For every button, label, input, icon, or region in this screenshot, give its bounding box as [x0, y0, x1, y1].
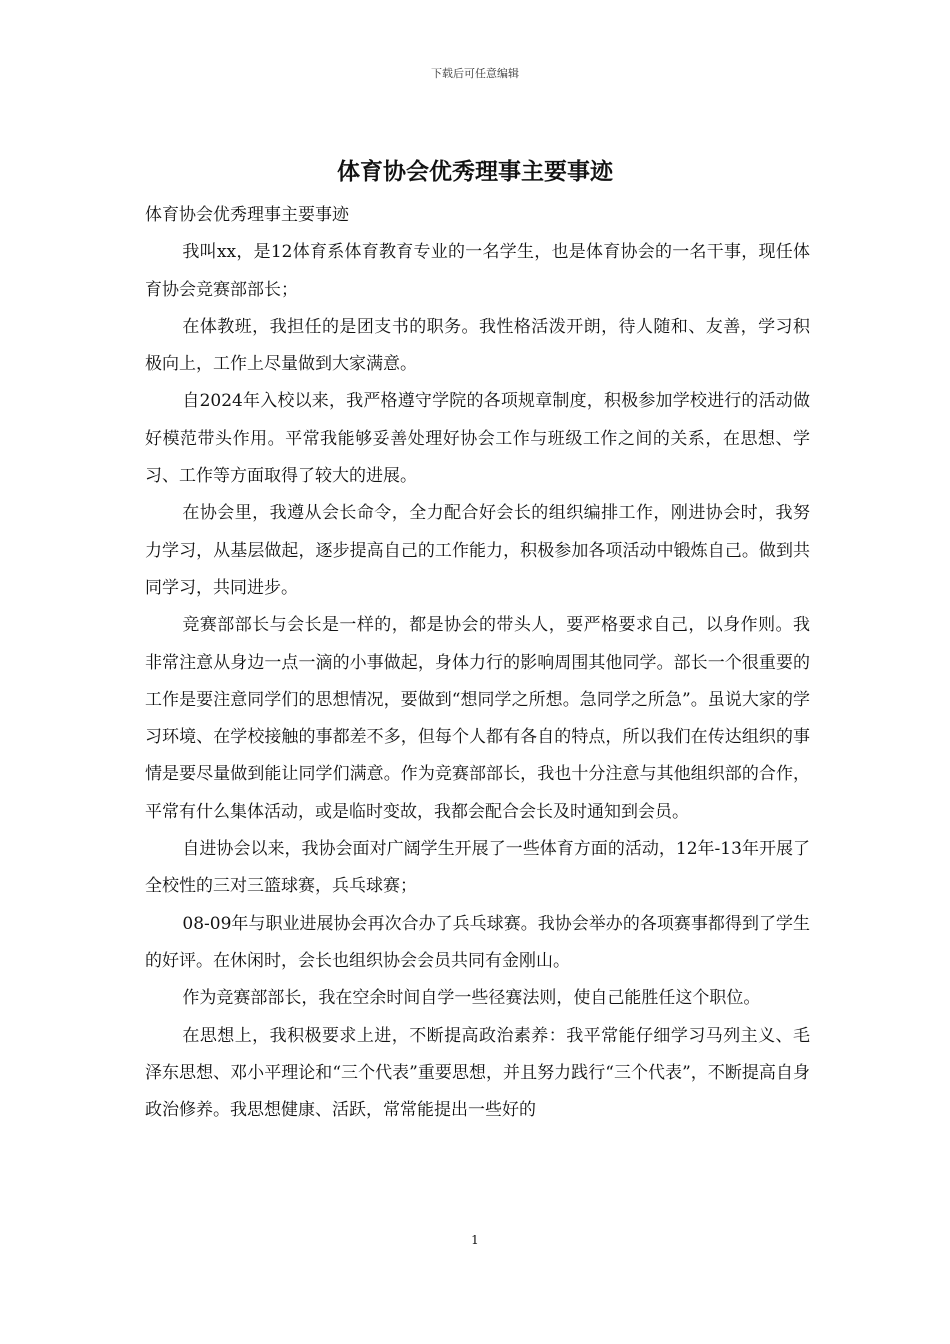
page-header: 下载后可任意编辑 — [431, 67, 519, 80]
paragraph: 在思想上，我积极要求上进，不断提高政治素养：我平常能仔细学习马列主义、毛泽东思想、邓小平理论和“三个代表”重要思想，并且努力践行“三个代表”，不断提高自身政治修养。我思想健康、活跃，常常能提出一些好的 — [145, 1025, 810, 1121]
document-body — [145, 197, 810, 1129]
paragraph: 自进协会以来，我协会面对广阔学生开展了一些体育方面的活动，12年-13年开展了全校性的三对三篮球赛，兵乓球赛； — [145, 839, 810, 897]
paragraph: 自2024年入校以来，我严格遵守学院的各项规章制度，积极参加学校进行的活动做好模范带头作用。平常我能够妥善处理好协会工作与班级工作之间的关系，在思想、学习、工作等方面取得了较大的进展。 — [145, 391, 810, 487]
document-title: 体育协会优秀理事主要事迹 — [337, 158, 613, 185]
paragraph: 我叫xx，是12体育系体育教育专业的一名学生，也是体育协会的一名干事，现任体育协会竞赛部部长； — [145, 242, 810, 300]
paragraph: 竞赛部部长与会长是一样的，都是协会的带头人，要严格要求自己，以身作则。我非常注意从身边一点一滴的小事做起，身体力行的影响周围其他同学。部长一个很重要的工作是要注意同学们的思想情况，要做到“想同学之所想。急同学之所急”。虽说大家的学习环境、在学校接触的事都差不多，但每个人都有各自的特点，所以我们在传达组织的事情是要尽量做到能让同学们满意。作为竞赛部部长，我也十分注意与其他组织部的合作，平常有什么集体活动，或是临时变故，我都会配合会长及时通知到会员。 — [145, 615, 810, 822]
paragraph: 作为竞赛部部长，我在空余时间自学一些径赛法则，使自己能胜任这个职位。 — [182, 988, 761, 1009]
document-subtitle: 体育协会优秀理事主要事迹 — [145, 205, 349, 225]
paragraph: 08-09年与职业进展协会再次合办了兵乓球赛。我协会举办的各项赛事都得到了学生的好评。在休闲时，会长也组织协会会员共同有金刚山。 — [145, 913, 810, 971]
page-number: 1 — [471, 1233, 479, 1247]
paragraph: 在协会里，我遵从会长命令，全力配合好会长的组织编排工作，刚进协会时，我努力学习，从基层做起，逐步提高自己的工作能力，积极参加各项活动中锻炼自己。做到共同学习，共同进步。 — [145, 503, 810, 598]
paragraph: 在体教班，我担任的是团支书的职务。我性格活泼开朗，待人随和、友善，学习积极向上，工作上尽量做到大家满意。 — [145, 316, 810, 375]
